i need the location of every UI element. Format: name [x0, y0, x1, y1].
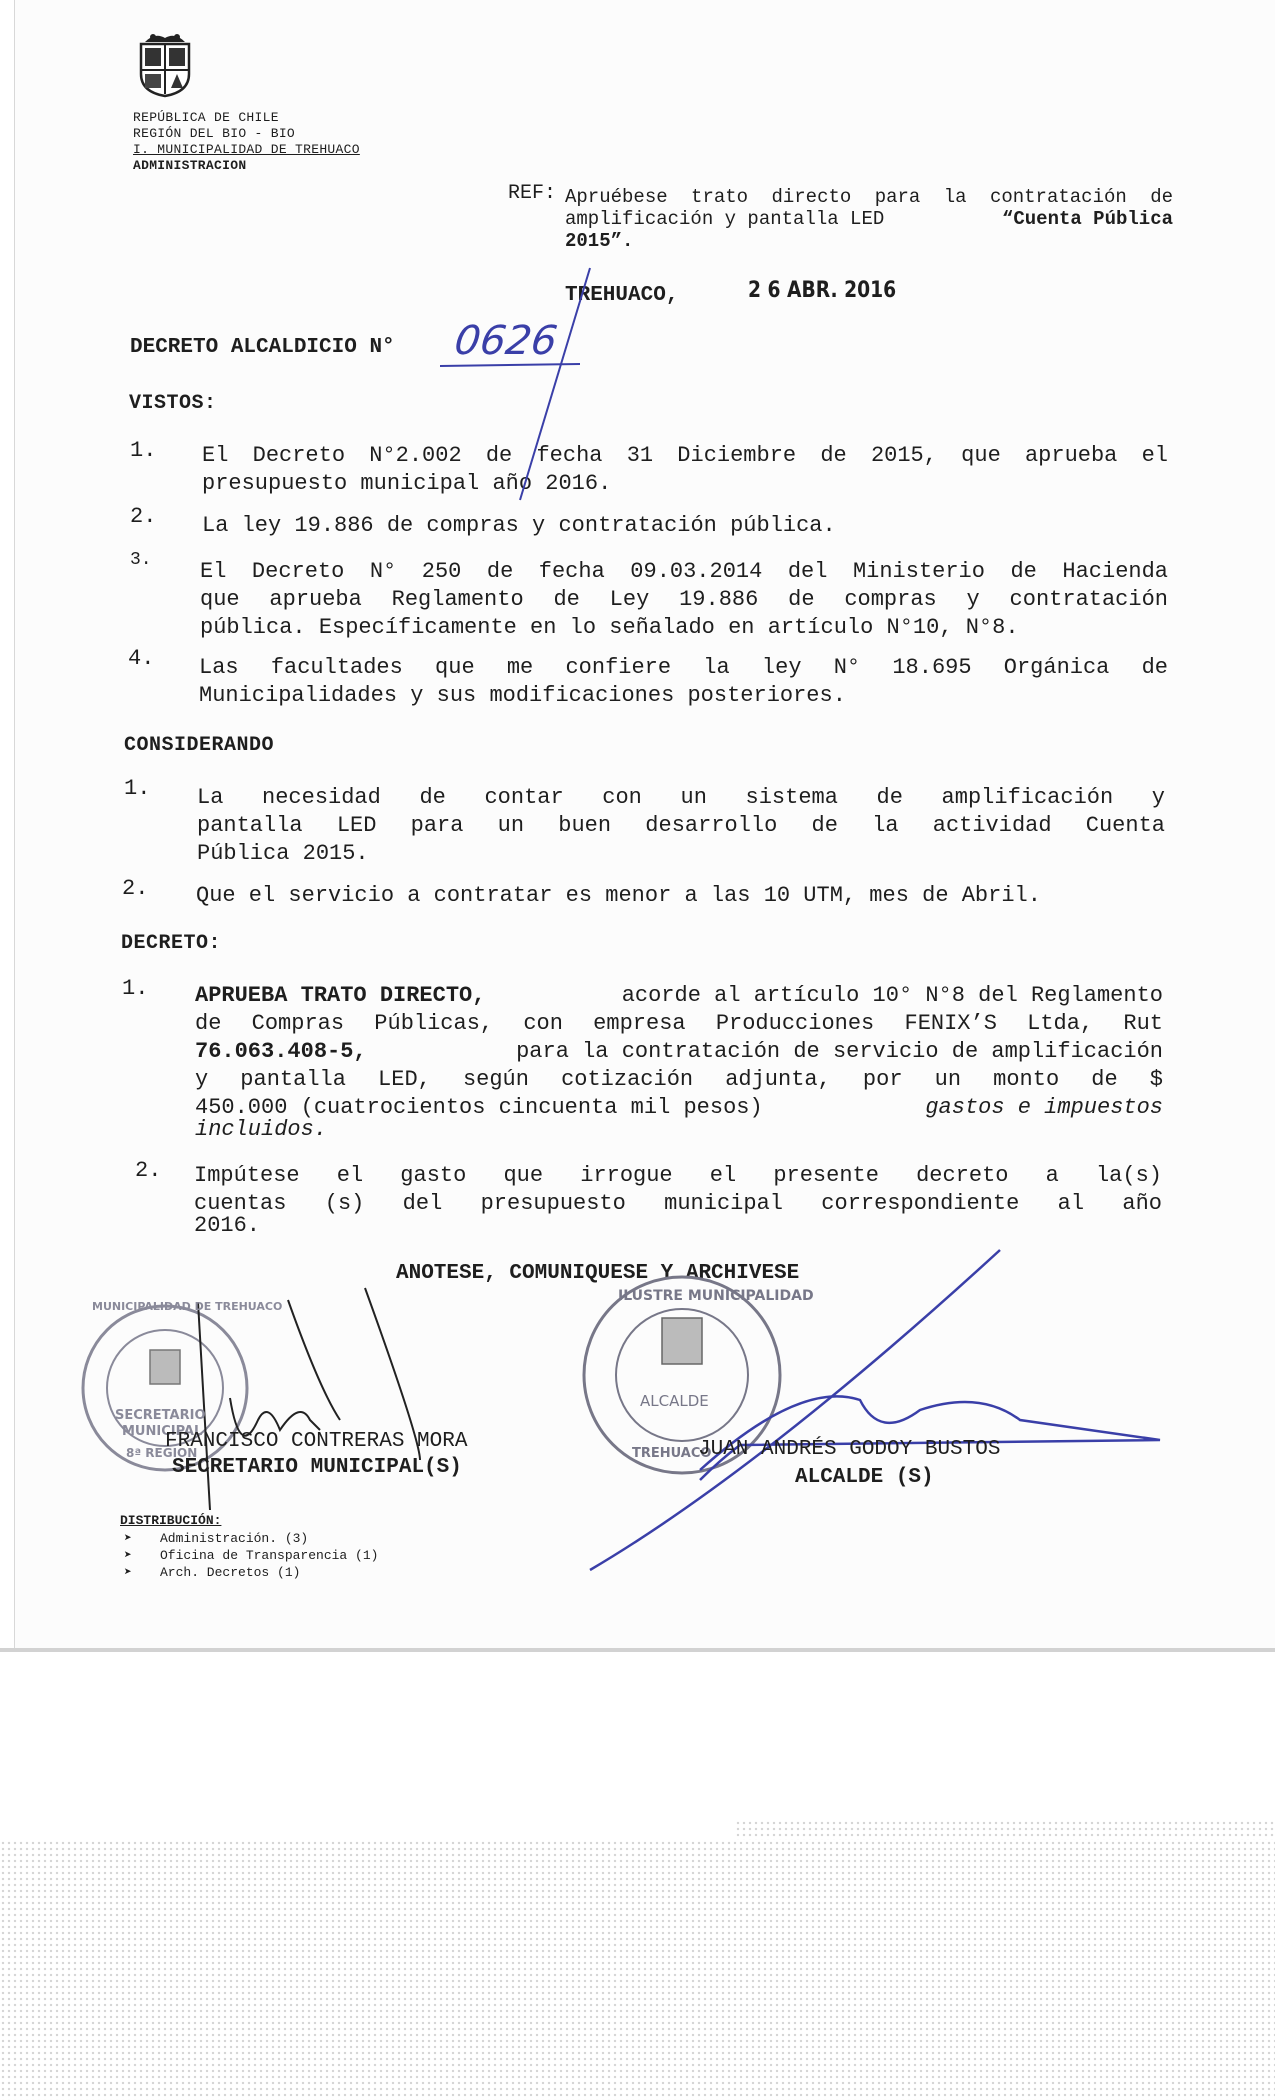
date-stamp: 2 6 ABR. 2016: [748, 278, 897, 303]
considerando-number-2: 2.: [122, 876, 149, 901]
ref-label: REF:: [508, 182, 557, 205]
vistos-number-3: 3.: [130, 550, 152, 570]
vistos-3-line-3: pública. Específicamente en lo señalado en artículo N°10, N°8.: [200, 615, 1019, 640]
decreto-1-amount: 450.000 (cuatrocientos cincuenta mil pesos): [195, 1095, 776, 1120]
decreto-1-line-2: de Compras Públicas, con empresa Producciones FENIX’S Ltda, Rut: [195, 1011, 1163, 1036]
distribution-bullet-icon: ➤: [124, 1548, 132, 1563]
considerando-1-line-2: pantalla LED para un buen desarrollo de la actividad Cuenta: [197, 813, 1165, 838]
header-municipality: I. MUNICIPALIDAD DE TREHUACO: [133, 142, 360, 157]
decreto-2-line-1: Impútese el gasto que irrogue el presente decreto a la(s): [194, 1163, 1162, 1188]
vistos-4-line-2: Municipalidades y sus modificaciones posteriores.: [199, 683, 846, 708]
mayor-stamp-ring: ILUSTRE MUNICIPALIDAD: [618, 1288, 814, 1304]
decreto-1-line-3-rest: para la contratación de servicio de amplificación: [502, 1039, 1163, 1064]
ref-event-name: “Cuenta Pública: [1001, 208, 1173, 230]
decreto-1-line-6: incluidos.: [195, 1117, 328, 1142]
distribution-bullet-icon: ➤: [124, 1565, 132, 1580]
decreto-1-line-1: [195, 982, 1163, 1010]
vistos-2-line-1: La ley 19.886 de compras y contratación pública.: [202, 513, 836, 538]
decreto-1-rut: 76.063.408-5,: [195, 1039, 367, 1064]
decreto-1-bold-phrase: APRUEBA TRATO DIRECTO,: [195, 983, 486, 1008]
considerando-2-line-1: Que el servicio a contratar es menor a las 10 UTM, mes de Abril.: [196, 883, 1041, 908]
mayor-name: JUAN ANDRÉS GODOY BUSTOS: [698, 1438, 1001, 1461]
scan-edge: [0, 1648, 1275, 1652]
decreto-title: DECRETO:: [121, 932, 222, 955]
dot-pattern-area: [0, 1840, 1275, 2100]
vistos-4-line-1: Las facultades que me confiere la ley N° 18.695 Orgánica de: [199, 655, 1168, 680]
decreto-1-line-5: [195, 1094, 1163, 1122]
distribution-bullet-icon: ➤: [124, 1531, 132, 1546]
header-region: REGIÓN DEL BIO - BIO: [133, 126, 296, 141]
distribution-title: DISTRIBUCIÓN:: [120, 1513, 222, 1528]
considerando-number-1: 1.: [124, 776, 151, 801]
secretary-stamp-center-1: SECRETARIO: [115, 1408, 206, 1423]
mayor-title: ALCALDE (S): [795, 1466, 934, 1489]
municipal-crest-icon: [135, 30, 195, 98]
secretary-stamp-center-2: MUNICIPAL: [122, 1424, 203, 1439]
vistos-3-line-2: que aprueba Reglamento de Ley 19.886 de compras y contratación: [200, 587, 1168, 612]
dot-pattern: [735, 1820, 1275, 1840]
decreto-2-line-2: cuentas (s) del presupuesto municipal correspondiente al año: [194, 1191, 1162, 1216]
vistos-1-line-2: presupuesto municipal año 2016.: [202, 471, 612, 496]
decree-number: 0626: [451, 318, 561, 364]
vistos-number-2: 2.: [130, 504, 157, 529]
header-country: REPÚBLICA DE CHILE: [133, 110, 279, 125]
secretary-stamp-bottom: 8ª REGION: [126, 1446, 198, 1460]
blank-gap: [0, 1820, 735, 1840]
decreto-1-taxes: gastos e impuestos: [925, 1095, 1163, 1120]
decreto-number-1: 1.: [122, 976, 149, 1001]
distribution-item-1: Administración. (3): [160, 1531, 309, 1546]
considerando-title: CONSIDERANDO: [124, 734, 275, 757]
header-department: ADMINISTRACION: [133, 158, 247, 173]
distribution-item-2: Oficina de Transparencia (1): [160, 1548, 379, 1563]
decree-label: DECRETO ALCALDICIO N°: [130, 336, 395, 359]
ref-line-2-text: amplificación y pantalla LED: [565, 208, 885, 230]
decreto-1-line-3: [195, 1038, 1163, 1066]
vistos-1-line-1: El Decreto N°2.002 de fecha 31 Diciembre de 2015, que aprueba el: [202, 443, 1168, 468]
vistos-number-1: 1.: [130, 438, 157, 463]
vistos-number-4: 4.: [128, 646, 155, 671]
decreto-2-line-3: 2016.: [194, 1213, 261, 1238]
mayor-stamp-bottom: TREHUACO: [632, 1446, 712, 1461]
closing-phrase: ANOTESE, COMUNIQUESE Y ARCHIVESE: [396, 1262, 800, 1285]
decreto-1-line-4: y pantalla LED, según cotización adjunta, por un monto de $: [195, 1067, 1163, 1092]
ref-line-3: 2015”.: [565, 230, 634, 252]
considerando-1-line-1: La necesidad de contar con un sistema de amplificación y: [197, 785, 1165, 810]
decreto-number-2: 2.: [135, 1158, 162, 1183]
secretary-stamp-ring: MUNICIPALIDAD DE TREHUACO: [92, 1300, 283, 1313]
place-label: TREHUACO,: [565, 284, 679, 307]
distribution-item-3: Arch. Decretos (1): [160, 1565, 301, 1580]
vistos-title: VISTOS:: [129, 392, 217, 415]
ref-line-2: [565, 208, 1173, 230]
secretary-name: FRANCISCO CONTRERAS MORA: [165, 1430, 468, 1453]
vistos-3-line-1: El Decreto N° 250 de fecha 09.03.2014 del Ministerio de Hacienda: [200, 559, 1168, 584]
considerando-1-line-3: Pública 2015.: [197, 841, 369, 866]
decreto-1-line-1-rest: acorde al artículo 10° N°8 del Reglamento: [608, 983, 1163, 1008]
mayor-stamp-center: ALCALDE: [640, 1392, 709, 1410]
ref-line-1: Apruébese trato directo para la contratación de: [565, 186, 1173, 208]
secretary-title: SECRETARIO MUNICIPAL(S): [172, 1456, 462, 1479]
